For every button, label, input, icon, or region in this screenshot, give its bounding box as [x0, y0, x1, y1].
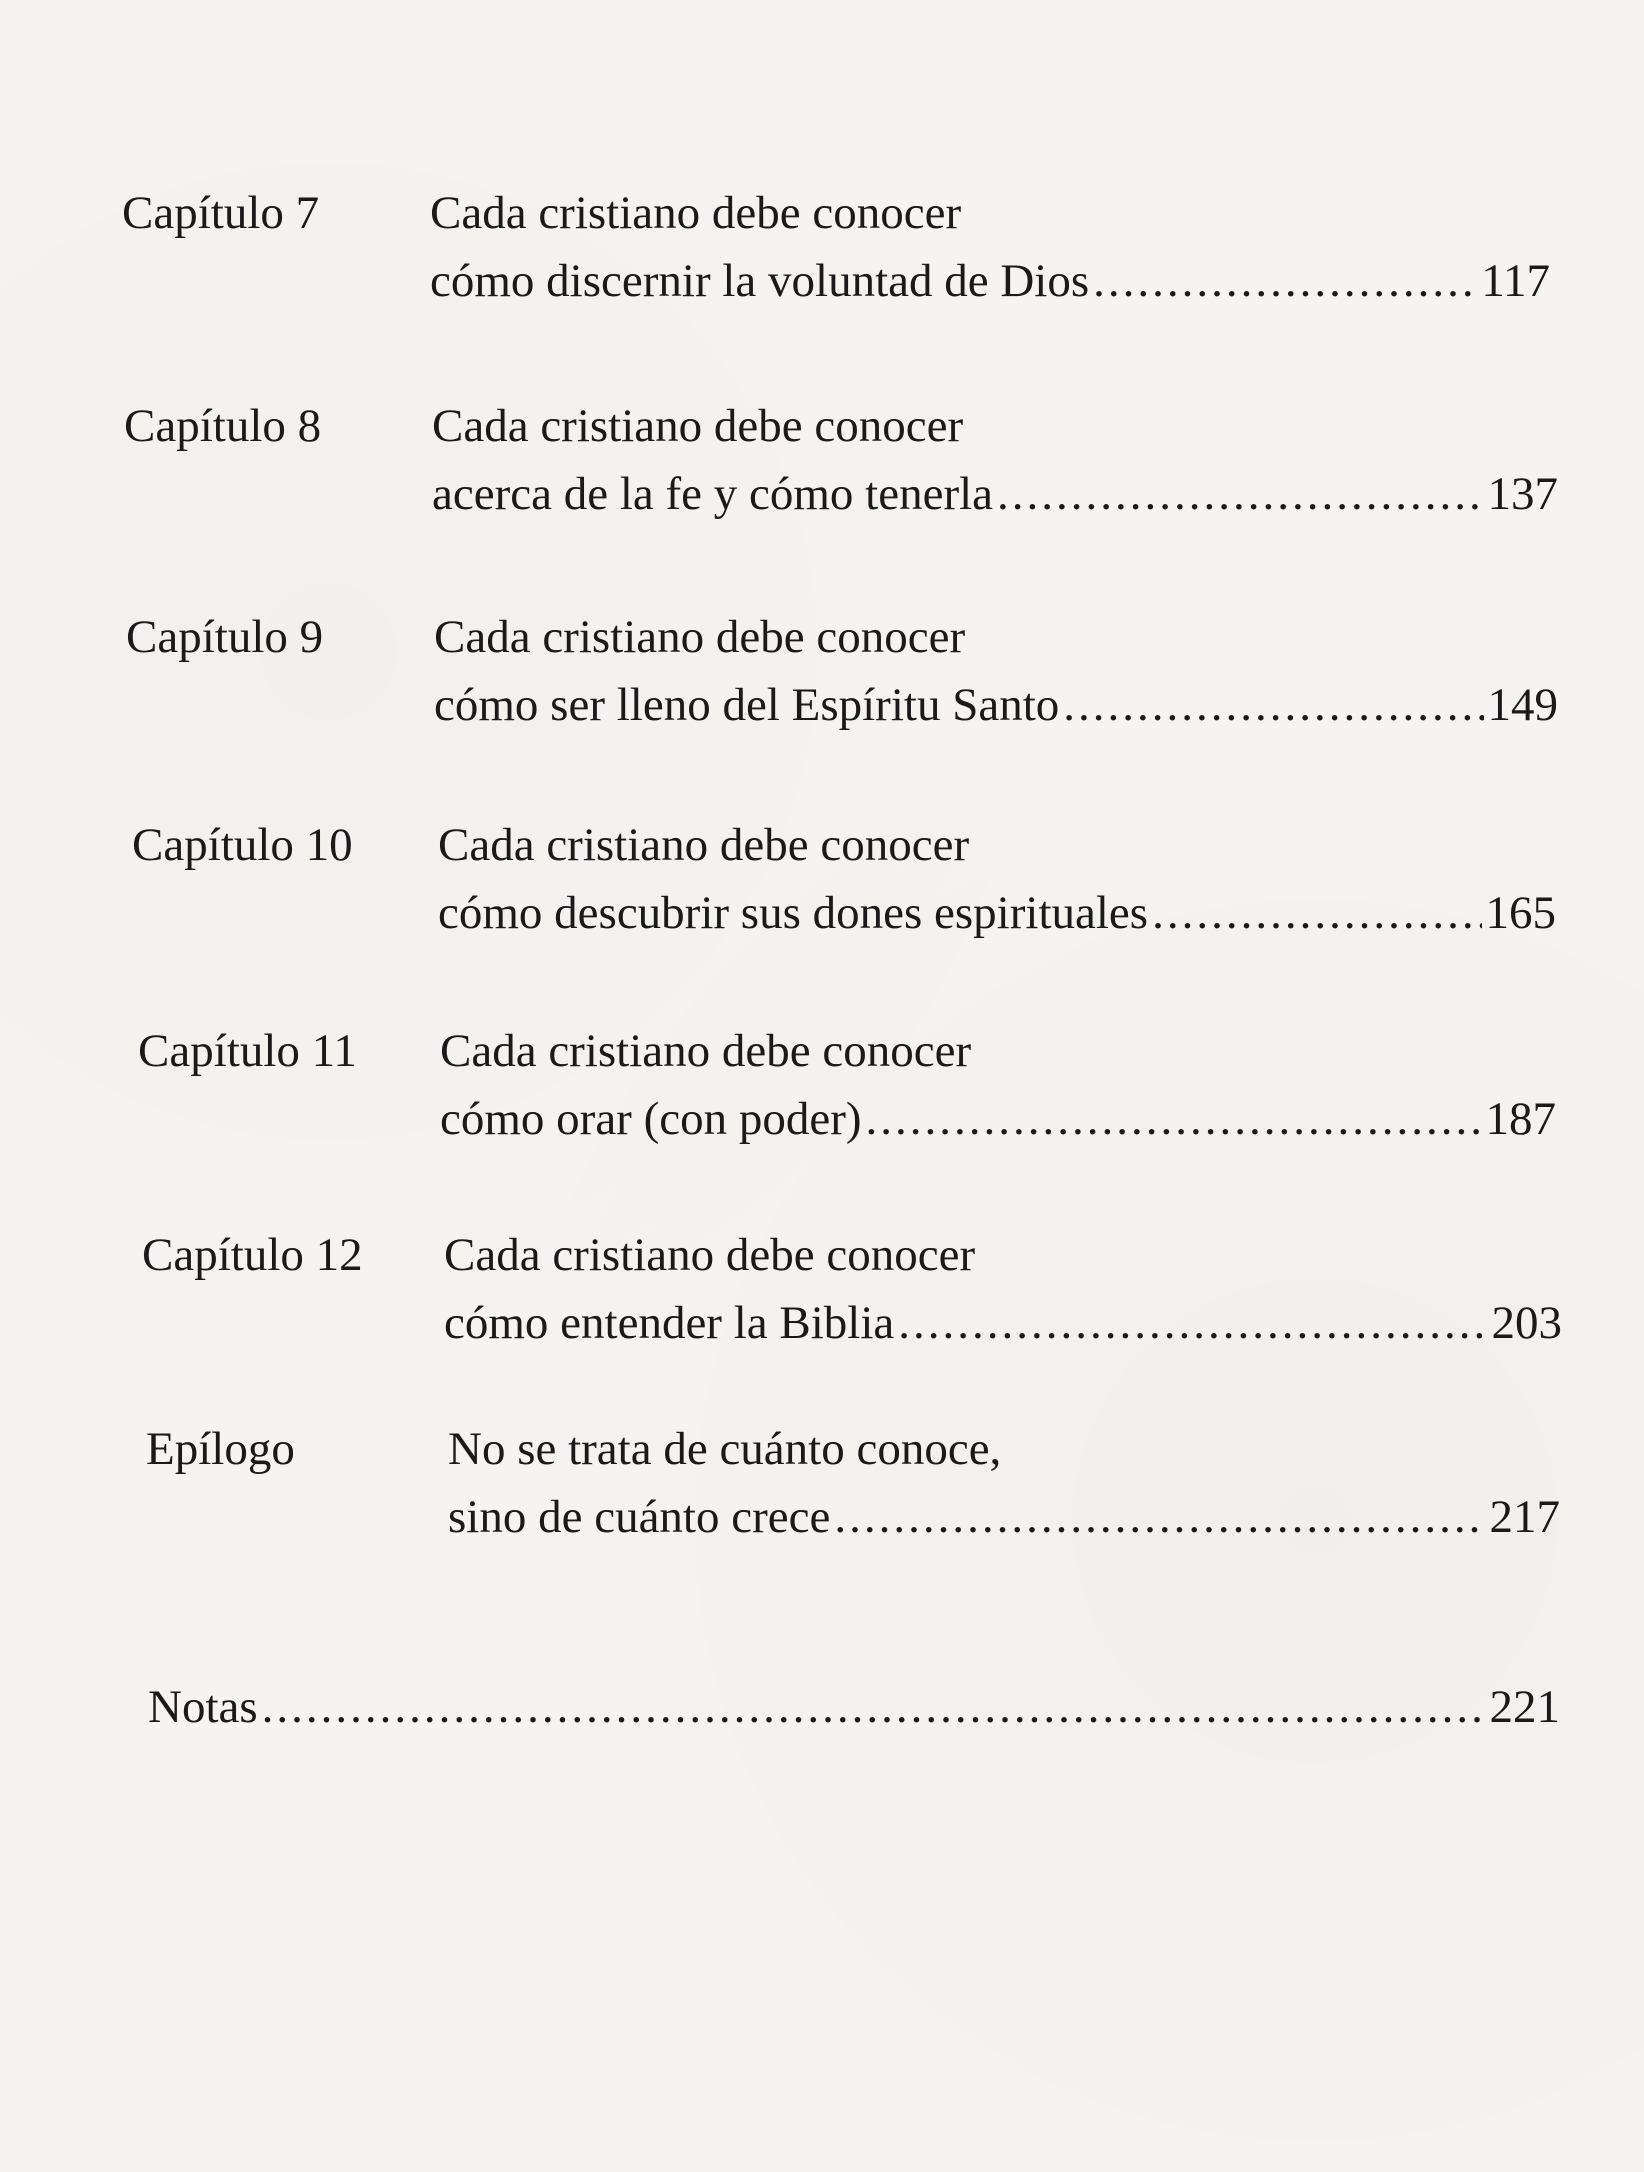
leader-dots — [1093, 246, 1477, 316]
leader-dots — [834, 1482, 1485, 1552]
entry-label: Capítulo 7 — [122, 187, 320, 239]
entry-title-text: cómo ser lleno del Espíritu Santo — [434, 679, 1060, 731]
entry-label: Capítulo 12 — [142, 1229, 363, 1281]
entry-page-number: 187 — [1485, 1093, 1556, 1145]
entry-title-text: cómo orar (con poder) — [440, 1093, 862, 1145]
toc-entry-epilogo — [0, 1414, 1644, 1554]
entry-label: Capítulo 10 — [132, 819, 353, 871]
entry-page-number: 137 — [1487, 468, 1558, 520]
entry-title-line1: No se trata de cuánto conoce, — [448, 1423, 1002, 1475]
entry-page-number: 221 — [1489, 1681, 1560, 1733]
leader-dots — [262, 1672, 1486, 1742]
toc-entry-notas — [148, 1672, 1560, 1742]
entry-title-line2 — [438, 878, 1556, 948]
entry-page-number: 117 — [1481, 255, 1550, 307]
leader-dots — [1152, 878, 1481, 948]
entry-page-number: 203 — [1491, 1297, 1562, 1349]
toc-entry-capitulo-12 — [0, 1220, 1644, 1360]
toc-entry-capitulo-9 — [0, 602, 1644, 742]
entry-title-text: sino de cuánto crece — [448, 1491, 831, 1543]
leader-dots — [898, 1288, 1487, 1358]
leader-dots — [997, 459, 1483, 529]
entry-label: Capítulo 11 — [138, 1025, 357, 1077]
leader-dots — [866, 1084, 1482, 1154]
entry-label: Capítulo 9 — [126, 611, 324, 663]
entry-title-line2 — [448, 1482, 1560, 1552]
entry-label: Capítulo 8 — [124, 400, 322, 452]
entry-page-number: 149 — [1487, 679, 1558, 731]
entry-title-line1: Cada cristiano debe conocer — [432, 400, 964, 452]
leader-dots — [1063, 670, 1483, 740]
entry-page-number: 217 — [1489, 1491, 1560, 1543]
entry-label: Epílogo — [146, 1423, 295, 1475]
entry-page-number: 165 — [1485, 887, 1556, 939]
entry-title-line2 — [444, 1288, 1562, 1358]
entry-label: Notas — [148, 1681, 258, 1733]
entry-title-text: cómo entender la Biblia — [444, 1297, 895, 1349]
entry-title-line1: Cada cristiano debe conocer — [444, 1229, 976, 1281]
entry-title-line2 — [430, 246, 1550, 316]
entry-title-line2 — [432, 459, 1558, 529]
entry-title-text: cómo descubrir sus dones espirituales — [438, 887, 1149, 939]
entry-title-line1: Cada cristiano debe conocer — [434, 611, 966, 663]
entry-title-line2 — [440, 1084, 1556, 1154]
entry-title-line1: Cada cristiano debe conocer — [438, 819, 970, 871]
toc-entry-capitulo-11 — [0, 1016, 1644, 1156]
entry-title-text: acerca de la fe y cómo tenerla — [432, 468, 994, 520]
toc-entry-capitulo-7 — [0, 178, 1644, 318]
entry-title-line1: Cada cristiano debe conocer — [430, 187, 962, 239]
entry-title-text: cómo discernir la voluntad de Dios — [430, 255, 1090, 307]
toc-entry-capitulo-8 — [0, 391, 1644, 531]
entry-title-line2 — [434, 670, 1558, 740]
entry-title-line1: Cada cristiano debe conocer — [440, 1025, 972, 1077]
toc-entry-capitulo-10 — [0, 810, 1644, 950]
